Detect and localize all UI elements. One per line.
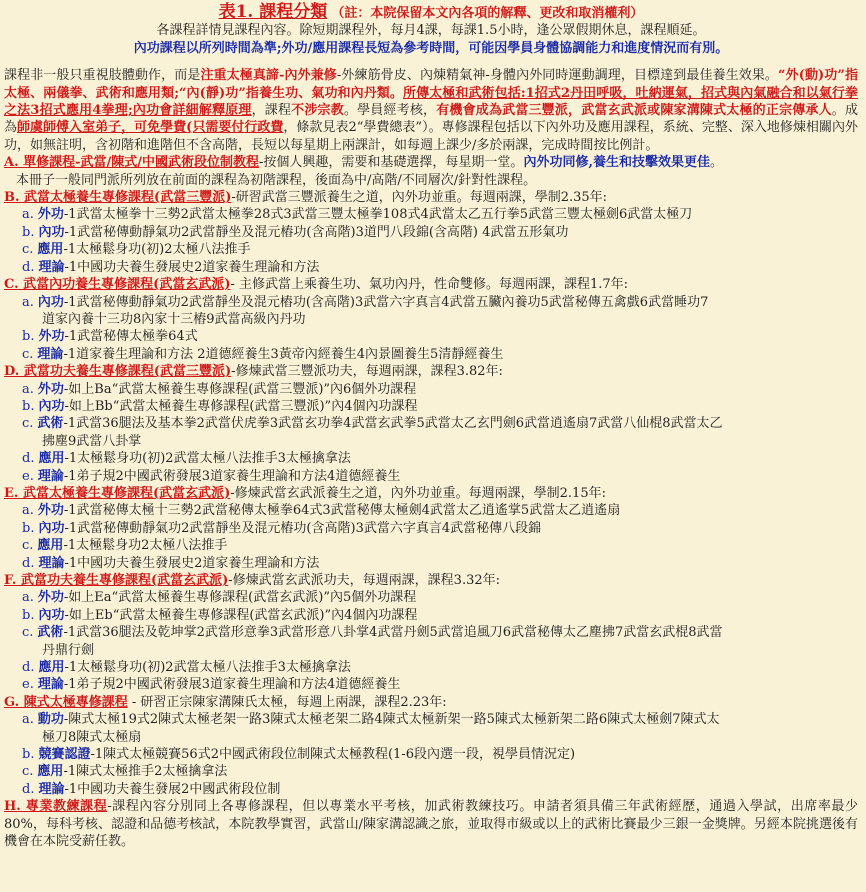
item-label: c. (22, 764, 34, 780)
section-b-items (4, 206, 858, 276)
list-item (4, 328, 858, 345)
section-g (4, 694, 858, 711)
section-heading: A. 單修課程-武當/陳式/中國武術段位制教程 (4, 155, 260, 171)
item-label: b. (22, 398, 35, 414)
item-label: a. (22, 503, 34, 519)
item-category: 外功 (37, 381, 64, 397)
para-text: 。學員經考核， (343, 103, 437, 119)
item-category: 武術 (37, 416, 64, 432)
list-item (4, 676, 858, 693)
para-text: ，課程 (251, 103, 292, 119)
item-text: -1太極鬆身功(初)2武當太極八法推手3太極擒拿法 (64, 451, 351, 467)
list-item (4, 468, 858, 485)
list-item (4, 381, 858, 398)
item-category: 理論 (37, 677, 64, 693)
item-label: a. (22, 294, 34, 310)
item-text: -1武當秘傳太極十三勢2武當秘傳太極拳64式3武當秘傳太極劍4武當太乙逍遙掌5武當太乙逍遙扇 (63, 503, 621, 519)
item-category: 應用 (38, 660, 65, 676)
item-label: c. (22, 242, 34, 258)
item-category: 動功 (37, 712, 64, 728)
item-category: 外功 (37, 503, 64, 519)
section-heading: H. 專業教練課程 (4, 799, 108, 815)
item-text: -1武當秘傳動靜氣功2武當靜坐及混元樁功(含高階)3武當六字真言4武當秘傳八段錦 (64, 520, 542, 536)
item-label: b. (22, 520, 35, 536)
item-label: d. (22, 259, 35, 275)
item-continuation: 拂塵9武當八卦掌 (42, 433, 142, 449)
section-b (4, 189, 858, 206)
section-d-items (4, 381, 858, 485)
section-h (4, 798, 858, 850)
section-desc: -按個人興趣，需要和基礎選擇，每星期一堂。 (259, 155, 524, 171)
section-f-items (4, 589, 858, 693)
item-text: -如上Bb“武當太極養生專修課程(武當三豐派)”內4個內功課程 (64, 398, 418, 414)
section-e-items (4, 502, 858, 572)
item-label: c. (22, 538, 34, 554)
item-text: -1武當秘傳動靜氣功2武當靜坐及混元樁功(含高階)3武當六字真言4武當五臟內養功5武當秘傳五禽戲6武當睡功7 (63, 294, 709, 310)
item-category: 武術 (37, 625, 64, 641)
item-text: -如上Ba“武當太極養生專修課程(武當三豐派)”內6個外功課程 (63, 381, 417, 397)
item-category: 理論 (38, 781, 65, 797)
list-item (4, 781, 858, 798)
item-label: d. (22, 781, 35, 797)
item-text: -1武當36腿法及基本拳2武當伏虎拳3武當玄功拳4武當玄武拳5武當太乙玄門劍6武當逍遙扇7武當八仙棍8武當太乙 (63, 416, 723, 432)
list-item (4, 415, 858, 432)
item-text: -如上Eb“武當太極養生專修課程(武當玄武派)”內4個內功課程 (64, 607, 418, 623)
section-a (4, 154, 858, 171)
list-item (4, 763, 858, 780)
item-text: -1弟子規2中國武術發展3道家養生理論和方法4道德經養生 (63, 677, 401, 693)
para-text: ，條款見表2“學費總表”）。專修課程包括以下內外功及應用課程，系統、完整、深入地修煉相關內外功，如無註明，含初階和進階但不含高階，長短以每星期上兩課計，如每週上課少/多於兩課，完成時間按比例計。 (4, 120, 858, 153)
section-heading: D. 武當功夫養生專修課程(武當三豐派) (4, 364, 232, 380)
list-item (4, 294, 858, 311)
section-desc: 。 (709, 155, 723, 171)
section-c-items (4, 294, 858, 364)
item-label: a. (22, 712, 34, 728)
item-text: -1中國功夫養生發展史2道家養生理論和方法 (64, 259, 320, 275)
item-text: -如上Ea“武當太極養生專修課程(武當玄武派)”內5個外功課程 (63, 590, 417, 606)
para-highlight: 師虞師傅入室弟子，可免學費(只需要付行政費 (17, 120, 284, 136)
title-main: 表1. 課程分類 (218, 2, 328, 22)
section-c (4, 276, 858, 293)
section-a-note: 本冊子一般同門派所列放在前面的課程為初階課程，後面為中/高階/不同層次/針對性課程。 (16, 172, 537, 188)
item-text: -1武當秘傳動靜氣功2武當靜坐及混元樁功(含高階)3道門八段錦(含高階) 4武當五形氣功 (64, 224, 569, 240)
list-item (4, 206, 858, 223)
item-text: -1武當太極拳十三勢2武當太極拳28式3武當三豐太極拳108式4武當太乙五行拳5武當三豐太極劍6武當太極刀 (63, 207, 693, 223)
list-item (4, 398, 858, 415)
item-text: -1弟子規2中國武術發展3道家養生理論和方法4道德經養生 (63, 468, 401, 484)
para-highlight: “外(動)功”指太極、兩儀拳、武術和應用類;“內(靜)功”指養生功、氣功和內丹類。 (4, 68, 858, 101)
intro-line-2: 內功課程以所列時間為準;外功/應用課程長短為參考時間，可能因學員身體協調能力和進度情況而有別。 (133, 40, 729, 56)
title-note: （註：本院保留本文內各項的解釋、更改和取消權利） (331, 6, 644, 21)
section-desc: -修煉武當玄武派養生之道，內外功並重。每週兩課，學制2.15年: (230, 485, 606, 501)
item-label: b. (22, 607, 35, 623)
section-f (4, 572, 858, 589)
section-desc: -修煉武當三豐派功夫，每週兩課，課程3.82年: (231, 364, 503, 380)
para-highlight: 所傳太極和武術包括:1招式2丹田呼吸，吐納運氣，招式與內氣融合和以氣行拳之法3招式應用4拳理;內功會詳細解釋原理 (4, 85, 859, 119)
para-text: -外練筋骨皮、內煉精氣神-身體內外同時運動調理，目標達到最佳養生效果。 (336, 68, 779, 84)
para-highlight: 注重太極真諦-內外兼修 (200, 68, 337, 84)
list-item (4, 346, 858, 363)
item-label: d. (22, 660, 35, 676)
section-heading: F. 武當功夫養生專修課程(武當玄武派) (4, 573, 229, 588)
list-item (4, 711, 858, 728)
item-category: 內功 (38, 607, 65, 623)
list-item (4, 607, 858, 624)
item-category: 應用 (37, 242, 64, 258)
list-item (4, 555, 858, 572)
item-label: c. (22, 416, 34, 432)
list-item (4, 520, 858, 537)
item-label: d. (22, 555, 35, 571)
item-text: -1太極鬆身功2太極八法推手 (63, 538, 228, 554)
item-label: b. (22, 329, 35, 345)
list-item (4, 537, 858, 554)
item-category: 理論 (37, 346, 64, 362)
item-text: -1中國功夫養生發展2中國武術段位制 (64, 781, 281, 797)
section-highlight: 內外功同修,養生和技擊效果更佳 (523, 155, 710, 171)
item-text: -1道家養生理論和方法 2道德經養生3黃帝內經養生4內景圖養生5清靜經養生 (63, 346, 504, 362)
para-text: 。成為 (4, 103, 858, 136)
section-d (4, 363, 858, 380)
item-text: -1太極鬆身功(初)2太極八法推手 (63, 242, 251, 258)
item-category: 外功 (37, 207, 64, 223)
item-category: 內功 (38, 224, 65, 240)
item-category: 內功 (38, 520, 65, 536)
item-category: 應用 (38, 451, 65, 467)
item-continuation: 道家內養十三功8內家十三樁9武當高級內丹功 (42, 311, 306, 327)
item-text: -1中國功夫養生發展史2道家養生理論和方法 (64, 555, 320, 571)
intro-line-1: 各課程詳情見課程內容。除短期課程外，每月4課，每課1.5小時，逢公眾假期休息，課程順延。 (156, 23, 706, 39)
item-continuation: 丹鼎行劍 (42, 642, 95, 658)
item-label: e. (22, 677, 34, 693)
item-label: a. (22, 381, 34, 397)
item-text: -1武當36腿法及乾坤掌2武當形意拳3武當形意八卦掌4武當丹劍5武當追風刀6武當秘傳太乙塵拂7武當玄武棍8武當 (63, 625, 723, 641)
item-category: 理論 (38, 555, 65, 571)
item-category: 競賽認證 (38, 747, 91, 763)
list-item (4, 589, 858, 606)
list-item (4, 502, 858, 519)
item-category: 內功 (38, 398, 65, 414)
section-heading: G. 陳式太極專修課程 (4, 694, 128, 710)
section-desc: - 主修武當上乘養生功、氣功內丹，性命雙修。每週兩課，課程1.7年: (230, 277, 629, 293)
section-desc: -課程內容分別同上各專修課程，但以專業水平考核，加武術教練技巧。申請者須具備三年武術經歷，通過入學試，出席率最少80%，每科考核、認證和品德考核試，本院教學實習，武當山/陳家溝認識之旅，並取得市級或以上的武術比賽最少三銀一金獎牌。另經本院挑選後有機會在本院受薪任教。 (4, 799, 858, 850)
section-desc: - 研習正宗陳家溝陳氏太極，每週上兩課，課程2.23年: (127, 694, 447, 710)
list-item (4, 659, 858, 676)
list-item (4, 224, 858, 241)
overview-paragraph (4, 67, 858, 154)
para-highlight: 有機會成為武當三豐派，武當玄武派或陳家溝陳式太極的正宗傳承人 (436, 103, 832, 119)
item-text: -1陳式太極競賽56式2中國武術段位制陳式太極教程(1-6段內選一段，視學員情況定) (90, 747, 576, 763)
item-label: e. (22, 468, 34, 484)
para-text: 課程非一般只重視肢體動作，而是 (4, 68, 201, 84)
item-text: -陳式太極19式2陳式太極老架一路3陳式太極老架二路4陳式太極新架一路5陳式太極新架二路6陳式太極劍7陳式太 (63, 712, 720, 728)
section-g-items (4, 711, 858, 798)
item-category: 理論 (38, 259, 65, 275)
page-title (4, 4, 858, 22)
para-highlight: 不涉宗教 (291, 103, 344, 119)
item-label: b. (22, 747, 35, 763)
item-text: -1武當秘傳太極拳64式 (64, 329, 198, 345)
list-item (4, 241, 858, 258)
item-label: d. (22, 451, 35, 467)
item-label: a. (22, 590, 34, 606)
item-category: 內功 (37, 294, 64, 310)
section-heading: B. 武當太極養生專修課程(武當三豐派) (4, 190, 232, 206)
section-e (4, 485, 858, 502)
item-label: c. (22, 625, 34, 641)
list-item (4, 450, 858, 467)
item-text: -1太極鬆身功(初)2武當太極八法推手3太極擒拿法 (64, 660, 351, 676)
item-label: c. (22, 346, 34, 362)
item-category: 應用 (37, 538, 64, 554)
section-heading: C. 武當內功養生專修課程(武當玄武派) (4, 277, 231, 293)
list-item (4, 746, 858, 763)
section-heading: E. 武當太極養生專修課程(武當玄武派) (4, 485, 231, 501)
section-desc: -研習武當三豐派養生之道，內外功並重。每週兩課，學制2.35年: (231, 190, 608, 206)
item-continuation: 極刀8陳式太極扇 (42, 729, 142, 745)
list-item (4, 259, 858, 276)
item-category: 外功 (37, 590, 64, 606)
item-label: a. (22, 207, 34, 223)
item-category: 理論 (37, 468, 64, 484)
item-label: b. (22, 224, 35, 240)
section-desc: -修煉武當玄武派功夫，每週兩課，課程3.32年: (228, 573, 500, 588)
item-text: -1陳式太極推手2太極擒拿法 (63, 764, 228, 780)
item-category: 外功 (38, 329, 65, 345)
item-category: 應用 (37, 764, 64, 780)
list-item (4, 624, 858, 641)
